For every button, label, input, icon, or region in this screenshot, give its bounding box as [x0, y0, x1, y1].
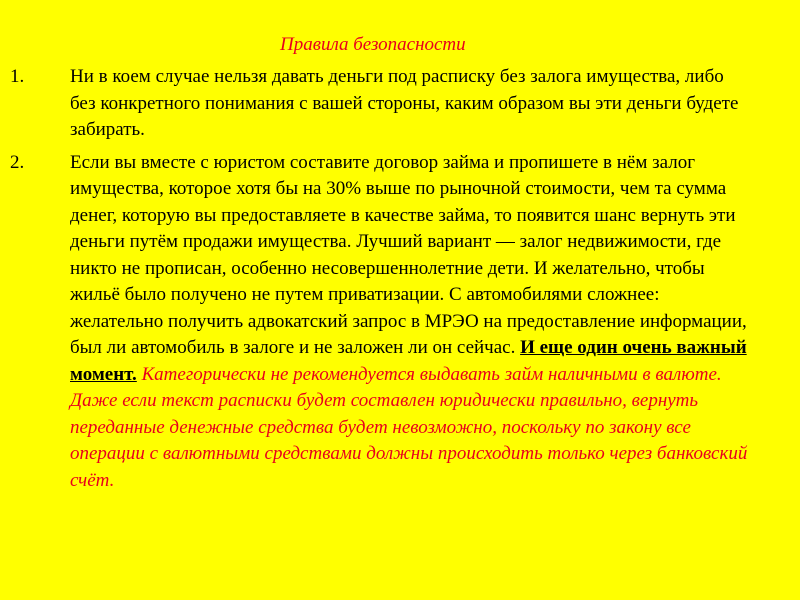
- warning-text: Категорически не рекомендуется выдавать займ наличными в валюте. Даже если текст расписки будет составлен юридически правильно, вернуть переданные денежные средства будет невозможно, поскольку по закону все операции с валютными средствами должны происходить только через банковский счёт.: [70, 363, 748, 491]
- list-item-number: 2.: [10, 151, 25, 173]
- rules-list: [10, 64, 760, 494]
- list-item-text: Ни в коем случае нельзя давать деньги под расписку без залога имущества, либо без конкретного понимания с вашей стороны, каким образом вы эти деньги будете забирать.: [70, 66, 739, 140]
- slide-title: Правила безопасности: [280, 34, 466, 55]
- list-item-content: [70, 150, 750, 495]
- list-item-text: Если вы вместе с юристом составите договор займа и пропишете в нём залог имущества, которое хотя бы на 30% выше по рыночной стоимости, чем та сумма денег, которую вы предоставляете в качестве займа, то появится шанс вернуть эти деньги путём продажи имущества. Лучший вариант — залог недвижимости, где никто не прописан, особенно несовершеннолетние дети. И желательно, чтобы жильё было получено не путем приватизации. С автомобилями сложнее: желательно получить адвокатский запрос в МРЭО на предоставление информации, был ли автомобиль в залоге и не заложен ли он сейчас.: [70, 151, 747, 358]
- list-item: [10, 150, 760, 495]
- list-item-number: 1.: [10, 66, 25, 87]
- emphasis-text: И еще один очень важный момент.: [70, 337, 747, 385]
- list-item: [10, 64, 760, 144]
